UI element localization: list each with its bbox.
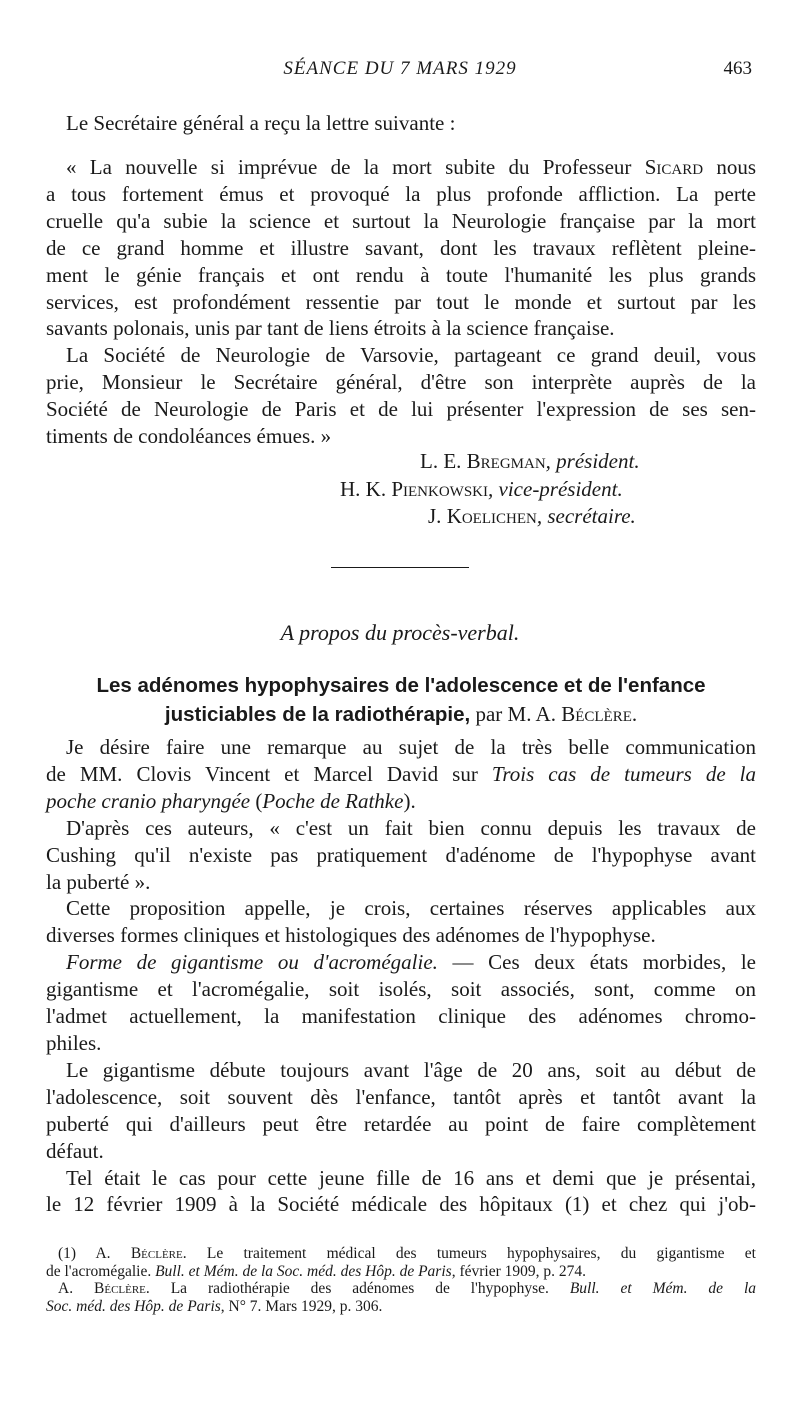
signature-name: Pienkowski: [391, 477, 489, 501]
line-segment: l'admet actuellement, la manifestation clinique des adénomes chromo-: [46, 1004, 756, 1029]
line-text: de ce grand homme et illustre savant, dont les travaux reflètent pleine-: [46, 235, 756, 260]
footnote-segment: . La radiothérapie des adénomes de l'hypophyse.: [145, 1280, 570, 1297]
footnote-segment: Béclère: [94, 1280, 146, 1297]
paragraph-line: [46, 734, 756, 761]
footnote-segment: Soc. méd. des Hôp. de Paris: [46, 1297, 221, 1315]
footnote-line: [46, 1263, 756, 1281]
footnote-segment: Bull. et Mém. de la Soc. méd. des Hôp. de Paris: [155, 1262, 452, 1280]
line-segment: Forme de gigantisme ou d'acromégalie.: [66, 950, 438, 975]
line-text: savants polonais, unis par tant de liens étroits à la science française.: [46, 316, 615, 341]
line-segment: Cushing qu'il n'existe pas pratiquement d'adénome de l'hypophyse avant: [46, 842, 756, 867]
line-segment: de MM. Clovis Vincent et Marcel David sur: [46, 761, 492, 786]
line-text: cruelle qu'a subie la science et surtout la Neurologie française par la mort: [46, 208, 756, 233]
paragraph-line: [46, 949, 756, 976]
line-segment: la puberté ».: [46, 869, 151, 894]
line-text: ment le génie français et ont rendu à toute l'humanité les plus grands: [46, 262, 756, 287]
signature-name: Bregman: [466, 449, 546, 473]
article-title: [40, 672, 762, 729]
footnote-segment: , N° 7. Mars 1929, p. 306.: [220, 1297, 383, 1315]
line-segment: Je désire faire une remarque au sujet de la très belle communication: [66, 735, 756, 759]
page-header: [0, 58, 800, 84]
line-segment: Trois cas de tumeurs de la: [491, 761, 757, 786]
footnote-line: [46, 1245, 756, 1263]
signature-president: [420, 449, 640, 474]
line-segment: l'adolescence, soit souvent dès l'enfance, tantôt après et tantôt avant la: [46, 1084, 756, 1109]
signature-role: , secrétaire.: [536, 504, 636, 528]
paragraph-line: [46, 1191, 756, 1218]
article-title-line-2: [40, 700, 762, 729]
letter-line: [46, 154, 756, 181]
line-segment: le 12 février 1909 à la Société médicale des hôpitaux (1) et chez qui j'ob-: [46, 1192, 756, 1217]
line-segment: Cette proposition appelle, je crois, certaines réserves applicables aux: [66, 896, 756, 921]
paragraph-line: [46, 815, 756, 842]
line-segment: Le gigantisme débute toujours avant l'âge de 20 ans, soit au début de: [66, 1057, 756, 1082]
paragraph-line: [46, 788, 756, 815]
paragraph-line: [46, 1138, 756, 1165]
letter-line: [46, 262, 756, 289]
line-text: La Société de Neurologie de Varsovie, partageant ce grand deuil, vous: [66, 343, 756, 368]
letter-line: [46, 423, 756, 450]
footnote-line: [46, 1280, 756, 1298]
paragraph-line: [46, 1057, 756, 1084]
paragraph-line: [46, 761, 756, 788]
footnote-segment: , février 1909, p. 274.: [451, 1262, 586, 1280]
page-number: 463: [723, 58, 752, 79]
letter-line: [46, 208, 756, 235]
letter-intro: Le Secrétaire général a reçu la lettre suivante :: [66, 111, 456, 135]
signature-role: , président.: [545, 449, 640, 473]
paragraph-line: [46, 1165, 756, 1192]
line-text: nous: [703, 155, 756, 179]
paragraph-line: [46, 895, 756, 922]
signature-initials: H. K.: [340, 477, 392, 501]
line-text: prie, Monsieur le Secrétaire général, d'être son interprète auprès de la: [46, 370, 756, 395]
line-segment: Tel était le cas pour cette jeune fille de 16 ans et demi que je présentai,: [66, 1165, 756, 1190]
line-text: Société de Neurologie de Paris et de lui présenter l'expression de ses sen-: [46, 397, 756, 422]
line-segment: Poche de Rathke: [262, 788, 404, 813]
footnote-segment: de l'acromégalie.: [46, 1262, 156, 1280]
line-segment: poche cranio pharyngée: [46, 788, 251, 813]
signature-role: , vice-président.: [488, 477, 623, 501]
line-segment: philes.: [46, 1030, 102, 1055]
footnote-segment: . Le traitement médical des tumeurs hypophysaires, du gigantisme et: [182, 1245, 756, 1262]
signature-initials: L. E.: [420, 449, 467, 473]
paragraph-line: [46, 976, 756, 1003]
line-segment: diverses formes cliniques et histologiques des adénomes de l'hypophyse.: [46, 923, 656, 948]
line-text: timents de condoléances émues. »: [46, 424, 332, 449]
paragraph-line: [46, 1084, 756, 1111]
section-divider: [331, 567, 469, 568]
paragraph-line: [46, 1003, 756, 1030]
footnote-segment: Bull. et Mém. de la: [569, 1280, 756, 1297]
footnote-segment: (1) A.: [58, 1245, 131, 1262]
footnote-segment: Béclère: [130, 1245, 183, 1262]
letter-line: [46, 315, 756, 342]
paragraph-line: [46, 922, 756, 949]
line-text: a tous fortement émus et provoqué la plus profonde affliction. La perte: [46, 181, 756, 206]
article-author-prefix: par M. A.: [470, 702, 562, 726]
footnotes: [46, 1245, 756, 1315]
paragraph-line: [46, 1030, 756, 1057]
article-author-name: Béclère: [561, 702, 632, 726]
letter-intro-block: [46, 110, 756, 137]
signature-initials: J.: [428, 504, 447, 528]
line-segment: gigantisme et l'acromégalie, soit isolés, soit associés, sont, comme on: [46, 977, 756, 1002]
letter-line: [46, 369, 756, 396]
letter-line: [46, 342, 756, 369]
line-segment: D'après ces auteurs, « c'est un fait bien connu depuis les travaux de: [66, 815, 756, 840]
letter-line: [46, 396, 756, 423]
signature-vice-president: [340, 477, 623, 502]
article-title-text: justiciables de la radiothérapie,: [164, 703, 471, 726]
letter-line: [46, 181, 756, 208]
article-author-suffix: .: [631, 702, 638, 726]
line-segment: — Ces deux états morbides, le: [437, 950, 756, 975]
paragraph-line: [46, 842, 756, 869]
paragraph-line: [46, 1111, 756, 1138]
footnote-segment: A.: [58, 1280, 95, 1297]
line-segment: ).: [403, 788, 416, 813]
letter-body: [46, 154, 756, 450]
line-segment: défaut.: [46, 1138, 104, 1163]
line-text: « La nouvelle si imprévue de la mort subite du Professeur: [66, 155, 645, 179]
article-title-line-1: Les adénomes hypophysaires de l'adolescence et de l'enfance: [96, 674, 706, 697]
footnote-line: [46, 1298, 756, 1316]
line-segment: puberté qui d'ailleurs peut être retardée au point de faire complètement: [46, 1111, 756, 1136]
article-body: [46, 734, 756, 1218]
paragraph-line: [46, 869, 756, 896]
line-text: services, est profondément ressentie par tout le monde et surtout par les: [46, 289, 756, 314]
line-name: Sicard: [644, 155, 704, 179]
section-heading: A propos du procès-verbal.: [280, 620, 520, 645]
letter-line: [46, 235, 756, 262]
signature-name: Koelichen: [446, 504, 537, 528]
signature-secretary: [428, 504, 636, 529]
running-head: SÉANCE DU 7 MARS 1929: [283, 58, 517, 79]
letter-line: [46, 289, 756, 316]
line-segment: (: [250, 788, 263, 813]
